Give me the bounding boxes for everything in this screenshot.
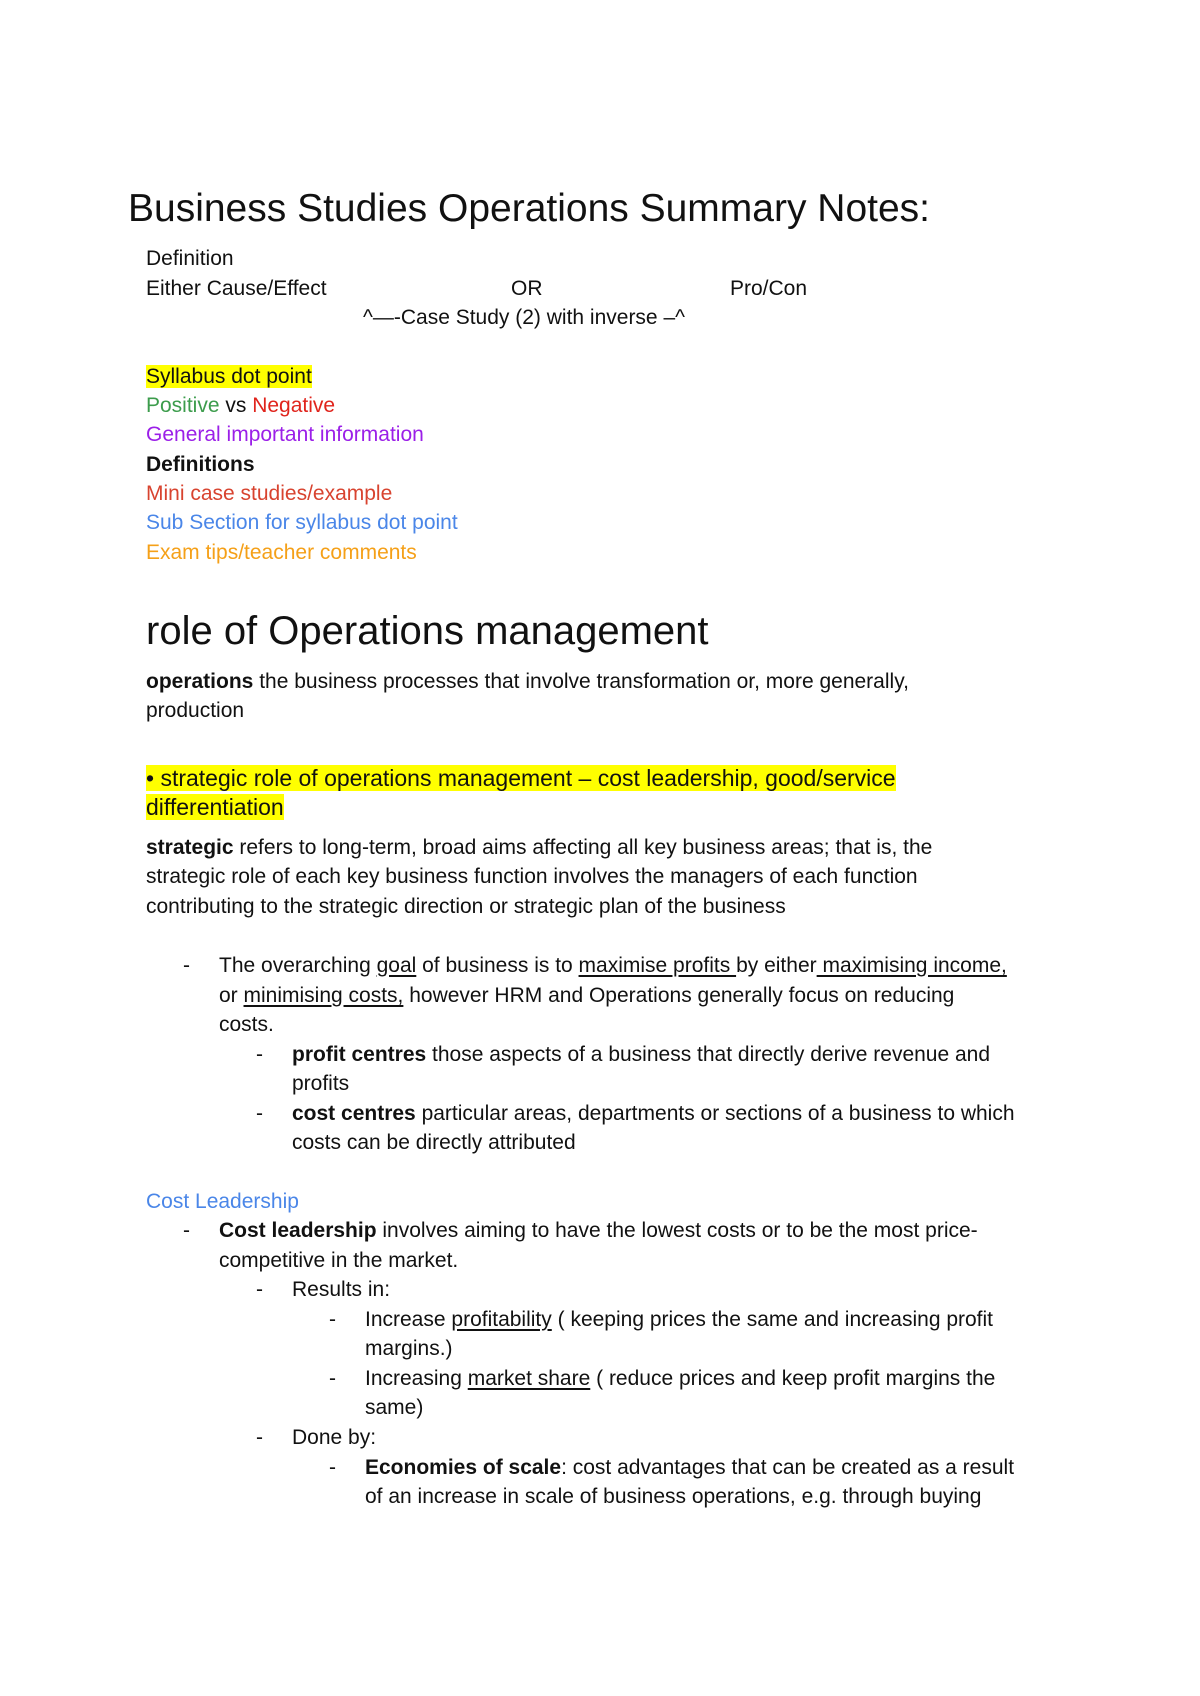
bullet-dash: -: [183, 1219, 190, 1242]
legend-sub-section: Sub Section for syllabus dot point: [146, 511, 458, 534]
operations-definition-text: the business processes that involve transformation or, more generally,: [253, 670, 909, 693]
profit-centres-line-2: profits: [292, 1072, 350, 1095]
bullet-dash: -: [329, 1308, 336, 1331]
profit-centres-line-1: [292, 1040, 990, 1070]
result-2-text-a: Increasing: [365, 1367, 468, 1390]
cost-leadership-text: involves aiming to have the lowest costs or to be the most price-: [376, 1219, 978, 1242]
cost-centres-line-2: costs can be directly attributed: [292, 1131, 576, 1154]
maximising-income-underlined: maximising income,: [816, 954, 1007, 977]
strategic-definition-line-2: strategic role of each key business function involves the managers of each function: [146, 865, 918, 888]
goal-bullet-line-1: [219, 951, 1007, 981]
syllabus-point-line-1: [146, 764, 896, 793]
goal-text-4: or: [219, 984, 244, 1007]
economies-of-scale-line-2: of an increase in scale of business operations, e.g. through buying: [365, 1485, 982, 1508]
legend-positive-negative: [146, 391, 335, 420]
bullet-dash: -: [256, 1102, 263, 1125]
strategic-definition-text: refers to long-term, broad aims affecting all key business areas; that is, the: [233, 836, 933, 859]
bullet-dash: -: [329, 1367, 336, 1390]
structure-pro-con: Pro/Con: [730, 277, 808, 300]
syllabus-point-text-1: • strategic role of operations management – cost leadership, good/service: [146, 765, 896, 791]
goal-bullet-line-2: [219, 981, 954, 1011]
maximise-profits-underlined: maximise profits: [578, 954, 737, 977]
result-market-share-line-2: same): [365, 1396, 424, 1419]
goal-text-2: of business is to: [416, 954, 579, 977]
result-profitability-line-2: margins.): [365, 1337, 453, 1360]
structure-either-cause-effect: Either Cause/Effect: [146, 277, 327, 300]
strategic-definition-line-1: [146, 833, 932, 863]
result-2-text-b: ( reduce prices and keep profit margins the: [590, 1367, 996, 1390]
cost-centres-text: particular areas, departments or sections of a business to which: [415, 1102, 1015, 1125]
result-market-share-line-1: [365, 1364, 995, 1394]
goal-text-5: however HRM and Operations generally focus on reducing: [403, 984, 955, 1007]
goal-text-1: The overarching: [219, 954, 377, 977]
cost-leadership-heading: Cost Leadership: [146, 1190, 299, 1213]
bullet-dash: -: [256, 1278, 263, 1301]
syllabus-point-text-2: differentiation: [146, 794, 284, 820]
profit-centres-text: those aspects of a business that directly derive revenue and: [426, 1043, 991, 1066]
profit-centres-term: profit centres: [292, 1043, 427, 1066]
goal-bullet-line-3: costs.: [219, 1013, 274, 1036]
syllabus-point-line-2: [146, 793, 284, 822]
operations-definition-line-2: production: [146, 699, 245, 722]
results-in: Results in:: [292, 1278, 391, 1301]
cost-leadership-line-2: competitive in the market.: [219, 1249, 459, 1272]
bullet-dash: -: [329, 1456, 336, 1479]
bullet-dash: -: [183, 954, 190, 977]
legend-syllabus: [146, 362, 312, 391]
structure-definition: Definition: [146, 247, 234, 270]
done-by: Done by:: [292, 1426, 377, 1449]
operations-definition-line-1: [146, 667, 909, 697]
minimising-costs-underlined: minimising costs,: [243, 984, 404, 1007]
strategic-definition-line-3: contributing to the strategic direction or strategic plan of the business: [146, 895, 786, 918]
goal-underlined: goal: [376, 954, 417, 977]
market-share-underlined: market share: [467, 1367, 591, 1390]
legend-positive: Positive: [146, 394, 220, 417]
cost-leadership-line-1: [219, 1216, 978, 1246]
strategic-term: strategic: [146, 836, 234, 859]
bullet-dash: -: [256, 1043, 263, 1066]
legend-negative: Negative: [252, 394, 336, 417]
document-title: Business Studies Operations Summary Notes:: [128, 187, 931, 230]
result-1-text-a: Increase: [365, 1308, 452, 1331]
result-profitability-line-1: [365, 1305, 993, 1335]
goal-text-3: by either: [736, 954, 817, 977]
legend-exam-tips: Exam tips/teacher comments: [146, 541, 417, 564]
legend-vs: vs: [219, 394, 253, 417]
legend-definitions: Definitions: [146, 453, 255, 476]
economies-of-scale-line-1: [365, 1453, 1014, 1483]
result-1-text-b: ( keeping prices the same and increasing profit: [551, 1308, 994, 1331]
economies-of-scale-term: Economies of scale: [365, 1456, 562, 1479]
legend-syllabus-label: Syllabus dot point: [146, 365, 312, 388]
legend-general: General important information: [146, 423, 424, 446]
bullet-dash: -: [256, 1426, 263, 1449]
profitability-underlined: profitability: [451, 1308, 552, 1331]
structure-or: OR: [511, 277, 543, 300]
operations-term: operations: [146, 670, 254, 693]
cost-centres-line-1: [292, 1099, 1015, 1129]
section-heading: role of Operations management: [146, 609, 709, 653]
cost-leadership-term: Cost leadership: [219, 1219, 377, 1242]
structure-case-study: ^—-Case Study (2) with inverse –^: [363, 306, 685, 329]
cost-centres-term: cost centres: [292, 1102, 416, 1125]
legend-mini-case: Mini case studies/example: [146, 482, 393, 505]
economies-of-scale-text: : cost advantages that can be created as a result: [561, 1456, 1015, 1479]
